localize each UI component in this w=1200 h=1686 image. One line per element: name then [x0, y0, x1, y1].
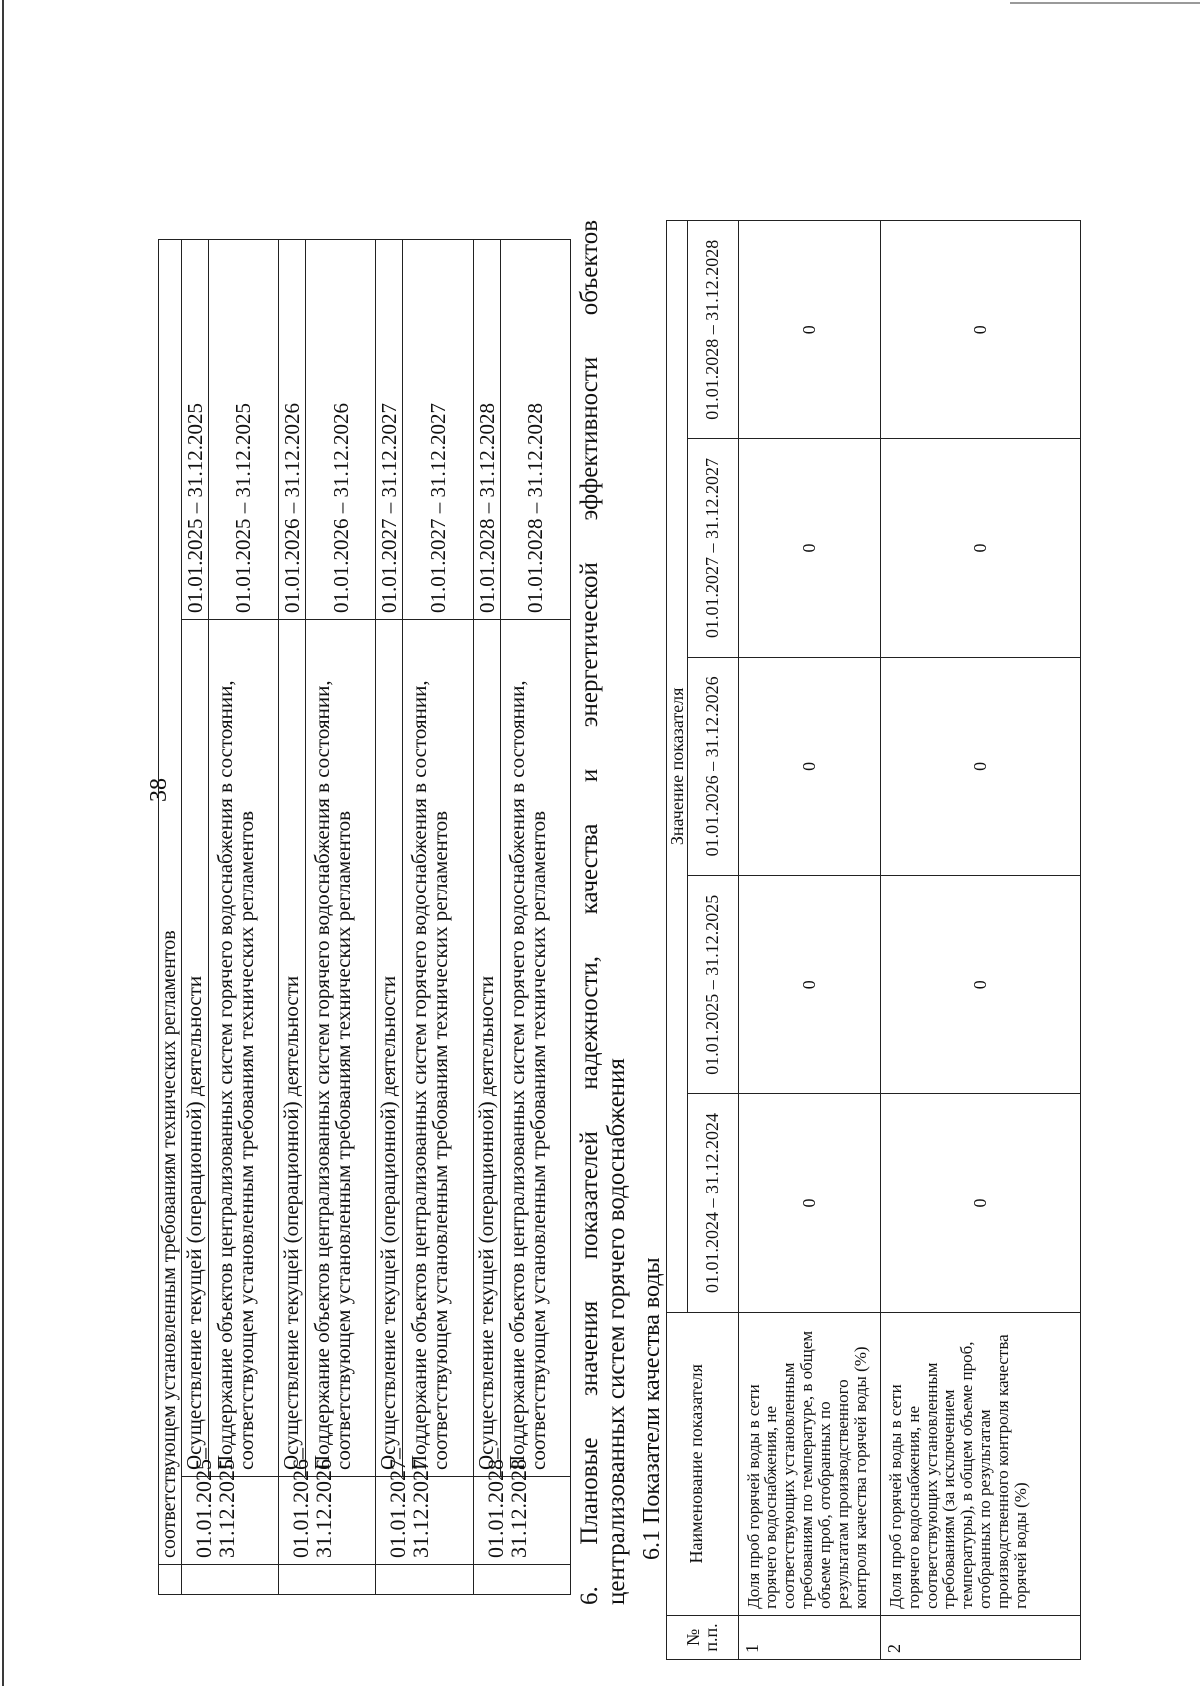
header-period: 01.01.2025 – 31.12.2025: [688, 876, 739, 1094]
heading-word: объектов: [576, 219, 603, 316]
activity-cell: Поддержание объектов централизованных систем горячего водоснабжения в состоянии, соответствующем установленным требованиям технических регламентов: [305, 620, 375, 1477]
table-row: [376, 239, 403, 1594]
continuation-table: [158, 239, 571, 1595]
table-cell: [473, 1565, 570, 1595]
row-number: 1: [738, 1615, 880, 1659]
page-number: 38: [146, 778, 172, 802]
header-value-group: Значение показателя: [667, 221, 688, 1313]
indicator-value: 0: [880, 439, 1080, 657]
table-row: [208, 239, 278, 1594]
heading-word: эффективности: [576, 356, 603, 521]
dates-cell: 01.01.2026 – 31.12.2026: [305, 239, 375, 619]
scan-edge-top: [1010, 2, 1200, 4]
section-heading-line1: [576, 220, 603, 1605]
header-period: 01.01.2027 – 31.12.2027: [688, 439, 739, 657]
dates-cell: 01.01.2027 – 31.12.2027: [376, 239, 403, 619]
heading-word: значения: [576, 1300, 603, 1397]
indicator-value: 0: [738, 221, 880, 439]
dates-cell: 01.01.2025 – 31.12.2025: [208, 239, 278, 619]
section-subheading: 6.1 Показатели качества воды: [639, 1257, 665, 1560]
table-row: [880, 221, 1080, 1660]
table-cell: [181, 1565, 278, 1595]
indicator-name: Доля проб горячей воды в сети горячего водоснабжения, не соответствующих установленным требованиям (за исключением температуры), в общем объеме проб, отобранных по результатам производственного контроля качества горячей воды (%): [880, 1312, 1080, 1615]
indicator-value: 0: [738, 439, 880, 657]
period-cell: 01.01.2026–31.12.2026: [279, 1477, 376, 1565]
activity-cell: Поддержание объектов централизованных систем горячего водоснабжения в состоянии, соответствующем установленным требованиям технических регламентов: [208, 620, 278, 1477]
period-cell: 01.01.2027–31.12.2027: [376, 1477, 473, 1565]
heading-word: качества: [576, 823, 603, 915]
table-row: [279, 239, 306, 1594]
dates-cell: 01.01.2027 – 31.12.2027: [403, 239, 473, 619]
dates-cell: 01.01.2028 – 31.12.2028: [500, 239, 570, 619]
heading-word: Плановые: [576, 1437, 603, 1545]
table-cell: [279, 1565, 376, 1595]
table-row: [181, 239, 208, 1594]
indicator-name: Доля проб горячей воды в сети горячего водоснабжения, не соответствующих установленным требованиям по температуре, в общем объеме проб, отобранных по результатам производственного контроля качества горячей воды (%): [738, 1312, 880, 1615]
section-heading: [576, 220, 630, 1605]
table-row: [738, 221, 880, 1660]
indicator-value: 0: [880, 1094, 1080, 1312]
row-number: 2: [880, 1615, 1080, 1659]
activity-cell: Осуществление текущей (операционной) деятельности: [376, 620, 403, 1477]
activity-cell: Поддержание объектов централизованных систем горячего водоснабжения в состоянии, соответствующем установленным требованиям технических регламентов: [403, 620, 473, 1477]
table-cell: [376, 1565, 473, 1595]
table-row: [500, 239, 570, 1594]
indicator-value: 0: [880, 657, 1080, 875]
header-number: № п.п.: [667, 1615, 739, 1659]
table-row: [159, 239, 182, 1594]
activity-cell: Осуществление текущей (операционной) деятельности: [279, 620, 306, 1477]
table-cell: соответствующем установленным требованиям технических регламентов: [159, 239, 182, 1564]
dates-cell: 01.01.2025 – 31.12.2025: [181, 239, 208, 619]
table-row: [403, 239, 473, 1594]
indicator-value: 0: [880, 876, 1080, 1094]
activity-cell: Осуществление текущей (операционной) деятельности: [181, 620, 208, 1477]
heading-word: показателей: [576, 1131, 603, 1260]
indicators-table: [666, 220, 1081, 1660]
heading-word: энергетической: [576, 562, 603, 728]
heading-word: надежности,: [576, 955, 603, 1090]
rotated-page: [86, 220, 1096, 1660]
table-cell: [159, 1565, 182, 1595]
indicator-value: 0: [738, 876, 880, 1094]
dates-cell: 01.01.2028 – 31.12.2028: [473, 239, 500, 619]
header-period: 01.01.2026 – 31.12.2026: [688, 657, 739, 875]
heading-word: и: [576, 768, 603, 783]
table-row: [473, 239, 500, 1594]
header-period: 01.01.2028 – 31.12.2028: [688, 221, 739, 439]
header-name: Наименование показателя: [667, 1312, 739, 1615]
section-heading-line2: централизованных систем горячего водоснабжения: [603, 1058, 630, 1605]
period-cell: 01.01.2028–31.12.2028: [473, 1477, 570, 1565]
activity-cell: Поддержание объектов централизованных систем горячего водоснабжения в состоянии, соответствующем установленным требованиям технических регламентов: [500, 620, 570, 1477]
table-row: [667, 221, 688, 1660]
dates-cell: 01.01.2026 – 31.12.2026: [279, 239, 306, 619]
header-period: 01.01.2024 – 31.12.2024: [688, 1094, 739, 1312]
period-cell: 01.01.2025–31.12.2025: [181, 1477, 278, 1565]
activity-cell: Осуществление текущей (операционной) деятельности: [473, 620, 500, 1477]
scan-edge-left: [2, 0, 4, 1686]
heading-word: 6.: [576, 1586, 603, 1605]
table-row: [305, 239, 375, 1594]
indicator-value: 0: [738, 1094, 880, 1312]
indicator-value: 0: [738, 657, 880, 875]
indicator-value: 0: [880, 221, 1080, 439]
